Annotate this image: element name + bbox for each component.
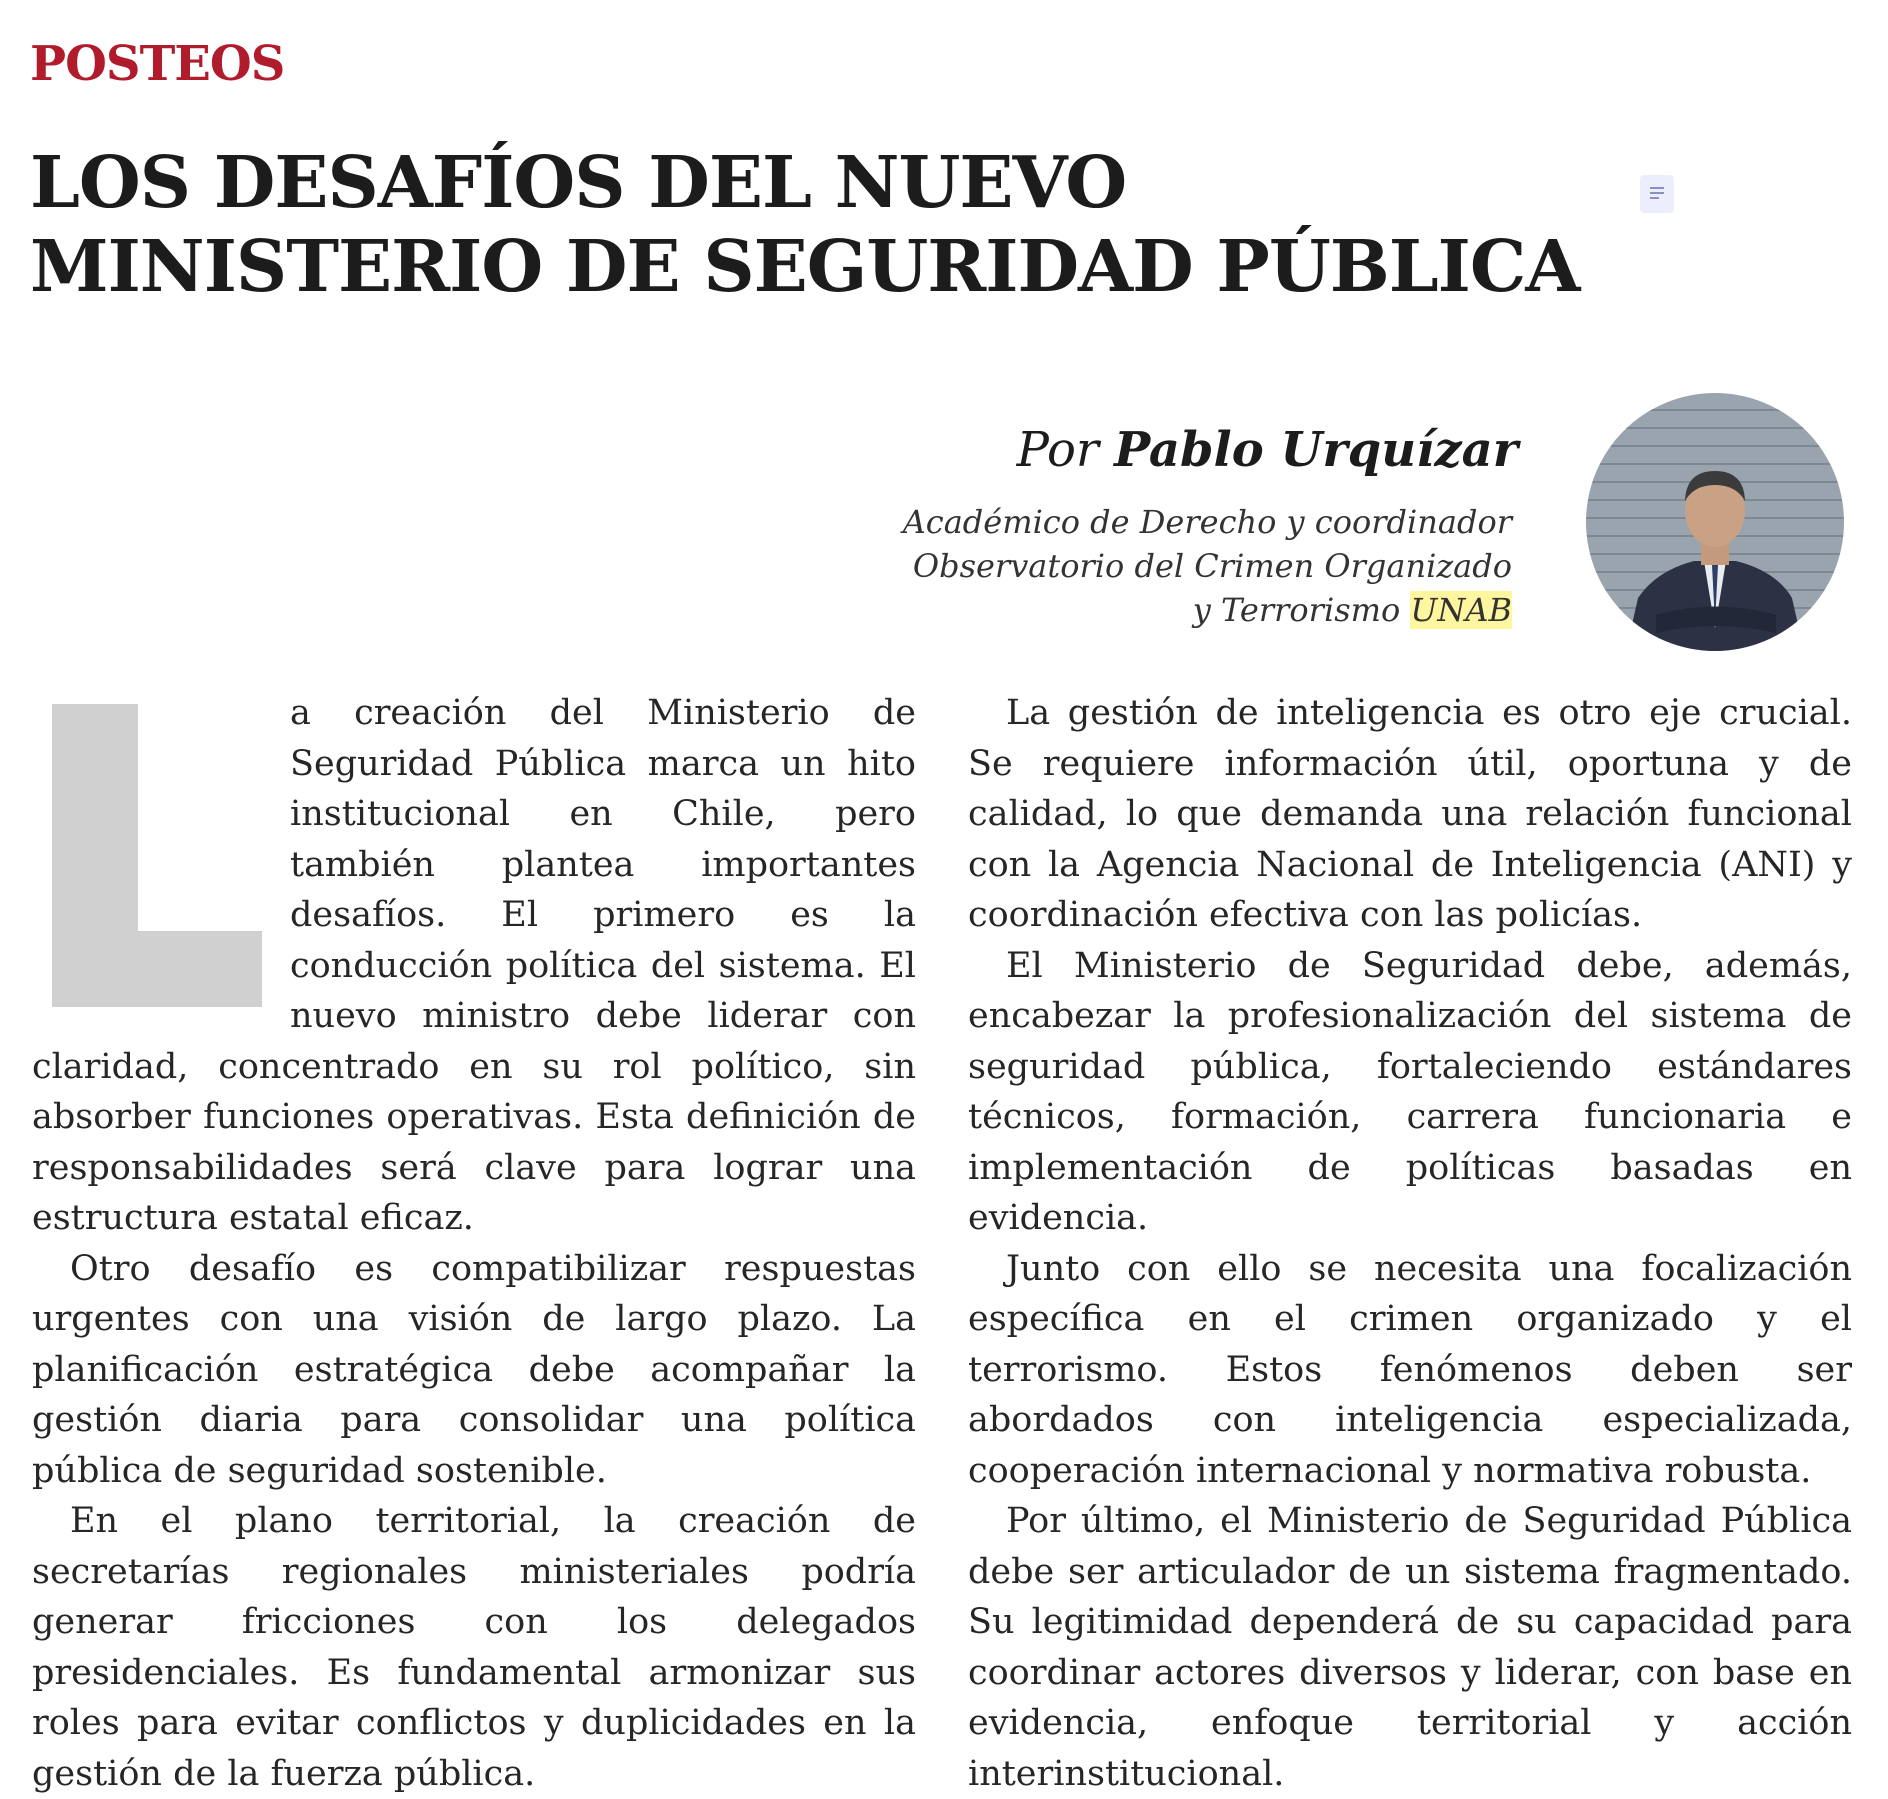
bio-line-1: Académico de Derecho y coordinador (902, 503, 1512, 541)
headline (30, 140, 1580, 308)
author-bio (903, 500, 1512, 632)
section-label: POSTEOS (30, 36, 285, 92)
bio-line-3 (903, 588, 1512, 632)
headline-line-2: MINISTERIO DE SEGURIDAD PÚBLICA (30, 224, 1580, 308)
paragraph-4: La gestión de inteligencia es otro eje crucial. Se requiere información útil, oportuna y de calidad, lo que demanda una relación funcional con la Agencia Nacional de Inteligencia (ANI) y coordinación efectiva con las policías. (968, 693, 1852, 935)
bio-line-2: Observatorio del Crimen Organizado (912, 547, 1512, 585)
paragraph-2: Otro desafío es compatibilizar respuestas urgentes con una visión de largo plazo. La planificación estratégica debe acompañar la gestión diaria para consolidar una política pública de seguridad sostenible. (32, 1248, 916, 1491)
paragraph-6: Junto con ello se necesita una focalización específica en el crimen organizado y el terrorismo. Estos fenómenos deben ser abordados con inteligencia especializada, cooperación internacional y normativa robusta. (968, 1248, 1852, 1491)
byline (1017, 422, 1518, 478)
author-photo (1586, 393, 1844, 651)
paragraph-1-text: a creación del Ministerio de Seguridad Pública marca un hito institucional en Chile, pero también plantea importantes desafíos. El primero es la conducción política del sistema. El nuevo ministro debe liderar con claridad, concentrado en su rol político, sin absorber funciones operativas. Esta definición de responsabilidades será clave para lograr una estructura estatal eficaz. (32, 693, 916, 1238)
author-name: Pablo Urquízar (1114, 422, 1518, 478)
drop-cap (52, 704, 262, 1007)
paragraph-7: Por último, el Ministerio de Seguridad Pública debe ser articulador de un sistema fragmentado. Su legitimidad dependerá de su capacidad para coordinar actores diversos y liderar, con base en evidencia, enfoque territorial y acción interinstitucional. (968, 1501, 1852, 1794)
article-column-left (32, 688, 916, 1799)
paragraph-1 (32, 688, 916, 1244)
paragraph-5: El Ministerio de Seguridad debe, además, encabezar la profesionalización del sistema de seguridad pública, fortaleciendo estándares técnicos, formación, carrera funcionaria e implementación de políticas basadas en evidencia. (968, 945, 1852, 1238)
headline-line-1: LOS DESAFÍOS DEL NUEVO (30, 140, 1127, 224)
author-portrait-icon (1586, 393, 1844, 651)
bio-line-3-text: y Terrorismo (1192, 591, 1401, 629)
bio-highlight: UNAB (1410, 591, 1512, 629)
note-icon[interactable] (1640, 175, 1674, 213)
article-column-right (968, 688, 1852, 1799)
paragraph-3: En el plano territorial, la creación de secretarías regionales ministeriales podría generar fricciones con los delegados presidenciales. Es fundamental armonizar sus roles para evitar conflictos y duplicidades en la gestión de la fuerza pública. (32, 1501, 916, 1794)
byline-prefix: Por (1016, 422, 1099, 478)
